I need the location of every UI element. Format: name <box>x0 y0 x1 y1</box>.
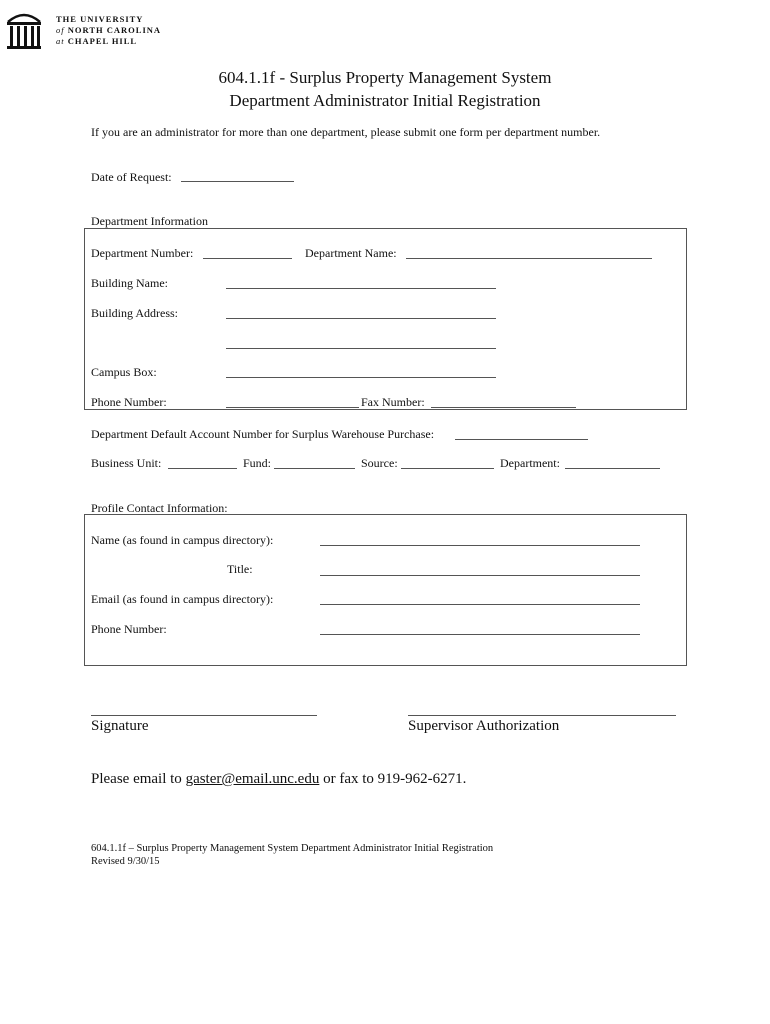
supervisor-authorization-line[interactable] <box>408 715 676 716</box>
fund-field[interactable] <box>274 468 355 469</box>
fax-number-label: Fax Number: <box>361 395 425 409</box>
logo-line-1: THE UNIVERSITY <box>56 14 144 24</box>
default-account-field[interactable] <box>455 439 588 440</box>
submission-instructions <box>91 771 466 788</box>
department-phone-field[interactable] <box>226 407 359 408</box>
profile-email-label: Email (as found in campus directory): <box>91 592 274 606</box>
fax-number-field[interactable] <box>431 407 576 408</box>
logo-line-2: of NORTH CAROLINA <box>56 25 162 35</box>
profile-title-field[interactable] <box>320 575 640 576</box>
profile-contact-heading: Profile Contact Information: <box>91 501 228 515</box>
date-of-request-field[interactable] <box>181 181 294 182</box>
building-name-label: Building Name: <box>91 276 168 290</box>
department-phone-label: Phone Number: <box>91 395 167 409</box>
intro-text: If you are an administrator for more than one department, please submit one form per department number. <box>91 125 601 139</box>
old-well-icon <box>4 8 44 50</box>
fax-text: or fax to 919-962-6271. <box>323 771 467 787</box>
business-unit-field[interactable] <box>168 468 237 469</box>
building-name-field[interactable] <box>226 288 496 289</box>
form-title-line-2: Department Administrator Initial Registration <box>229 91 541 110</box>
default-account-label: Department Default Account Number for Surplus Warehouse Purchase: <box>91 427 435 441</box>
profile-phone-field[interactable] <box>320 634 640 635</box>
supervisor-authorization-label: Supervisor Authorization <box>408 718 560 734</box>
profile-phone-label: Phone Number: <box>91 622 167 636</box>
department-account-label: Department: <box>500 456 560 470</box>
email-link[interactable]: gaster@email.unc.edu <box>185 771 320 787</box>
building-address-label: Building Address: <box>91 306 179 320</box>
date-of-request-label: Date of Request: <box>91 170 172 184</box>
footer-form-name: 604.1.1f – Surplus Property Management System Department Administrator Initial Registration <box>91 843 494 854</box>
form-title-line-1: 604.1.1f - Surplus Property Management System <box>218 68 552 87</box>
business-unit-label: Business Unit: <box>91 456 162 470</box>
campus-box-label: Campus Box: <box>91 365 157 379</box>
building-address-field-2[interactable] <box>226 348 496 349</box>
department-account-field[interactable] <box>565 468 660 469</box>
unc-logo <box>4 8 164 50</box>
footer-revised-date: Revised 9/30/15 <box>91 856 160 867</box>
department-information-heading: Department Information <box>91 214 208 228</box>
signature-label: Signature <box>91 718 149 734</box>
campus-box-field[interactable] <box>226 377 496 378</box>
building-address-field-1[interactable] <box>226 318 496 319</box>
department-number-field[interactable] <box>203 258 292 259</box>
profile-name-field[interactable] <box>320 545 640 546</box>
profile-title-label: Title: <box>227 562 253 576</box>
department-name-label: Department Name: <box>305 246 397 260</box>
logo-line-3: at CHAPEL HILL <box>56 36 138 46</box>
source-label: Source: <box>361 456 398 470</box>
profile-email-field[interactable] <box>320 604 640 605</box>
email-prefix: Please email to <box>91 771 182 787</box>
signature-line[interactable] <box>91 715 317 716</box>
source-field[interactable] <box>401 468 494 469</box>
fund-label: Fund: <box>243 456 272 470</box>
department-number-label: Department Number: <box>91 246 194 260</box>
profile-name-label: Name (as found in campus directory): <box>91 533 274 547</box>
department-name-field[interactable] <box>406 258 652 259</box>
